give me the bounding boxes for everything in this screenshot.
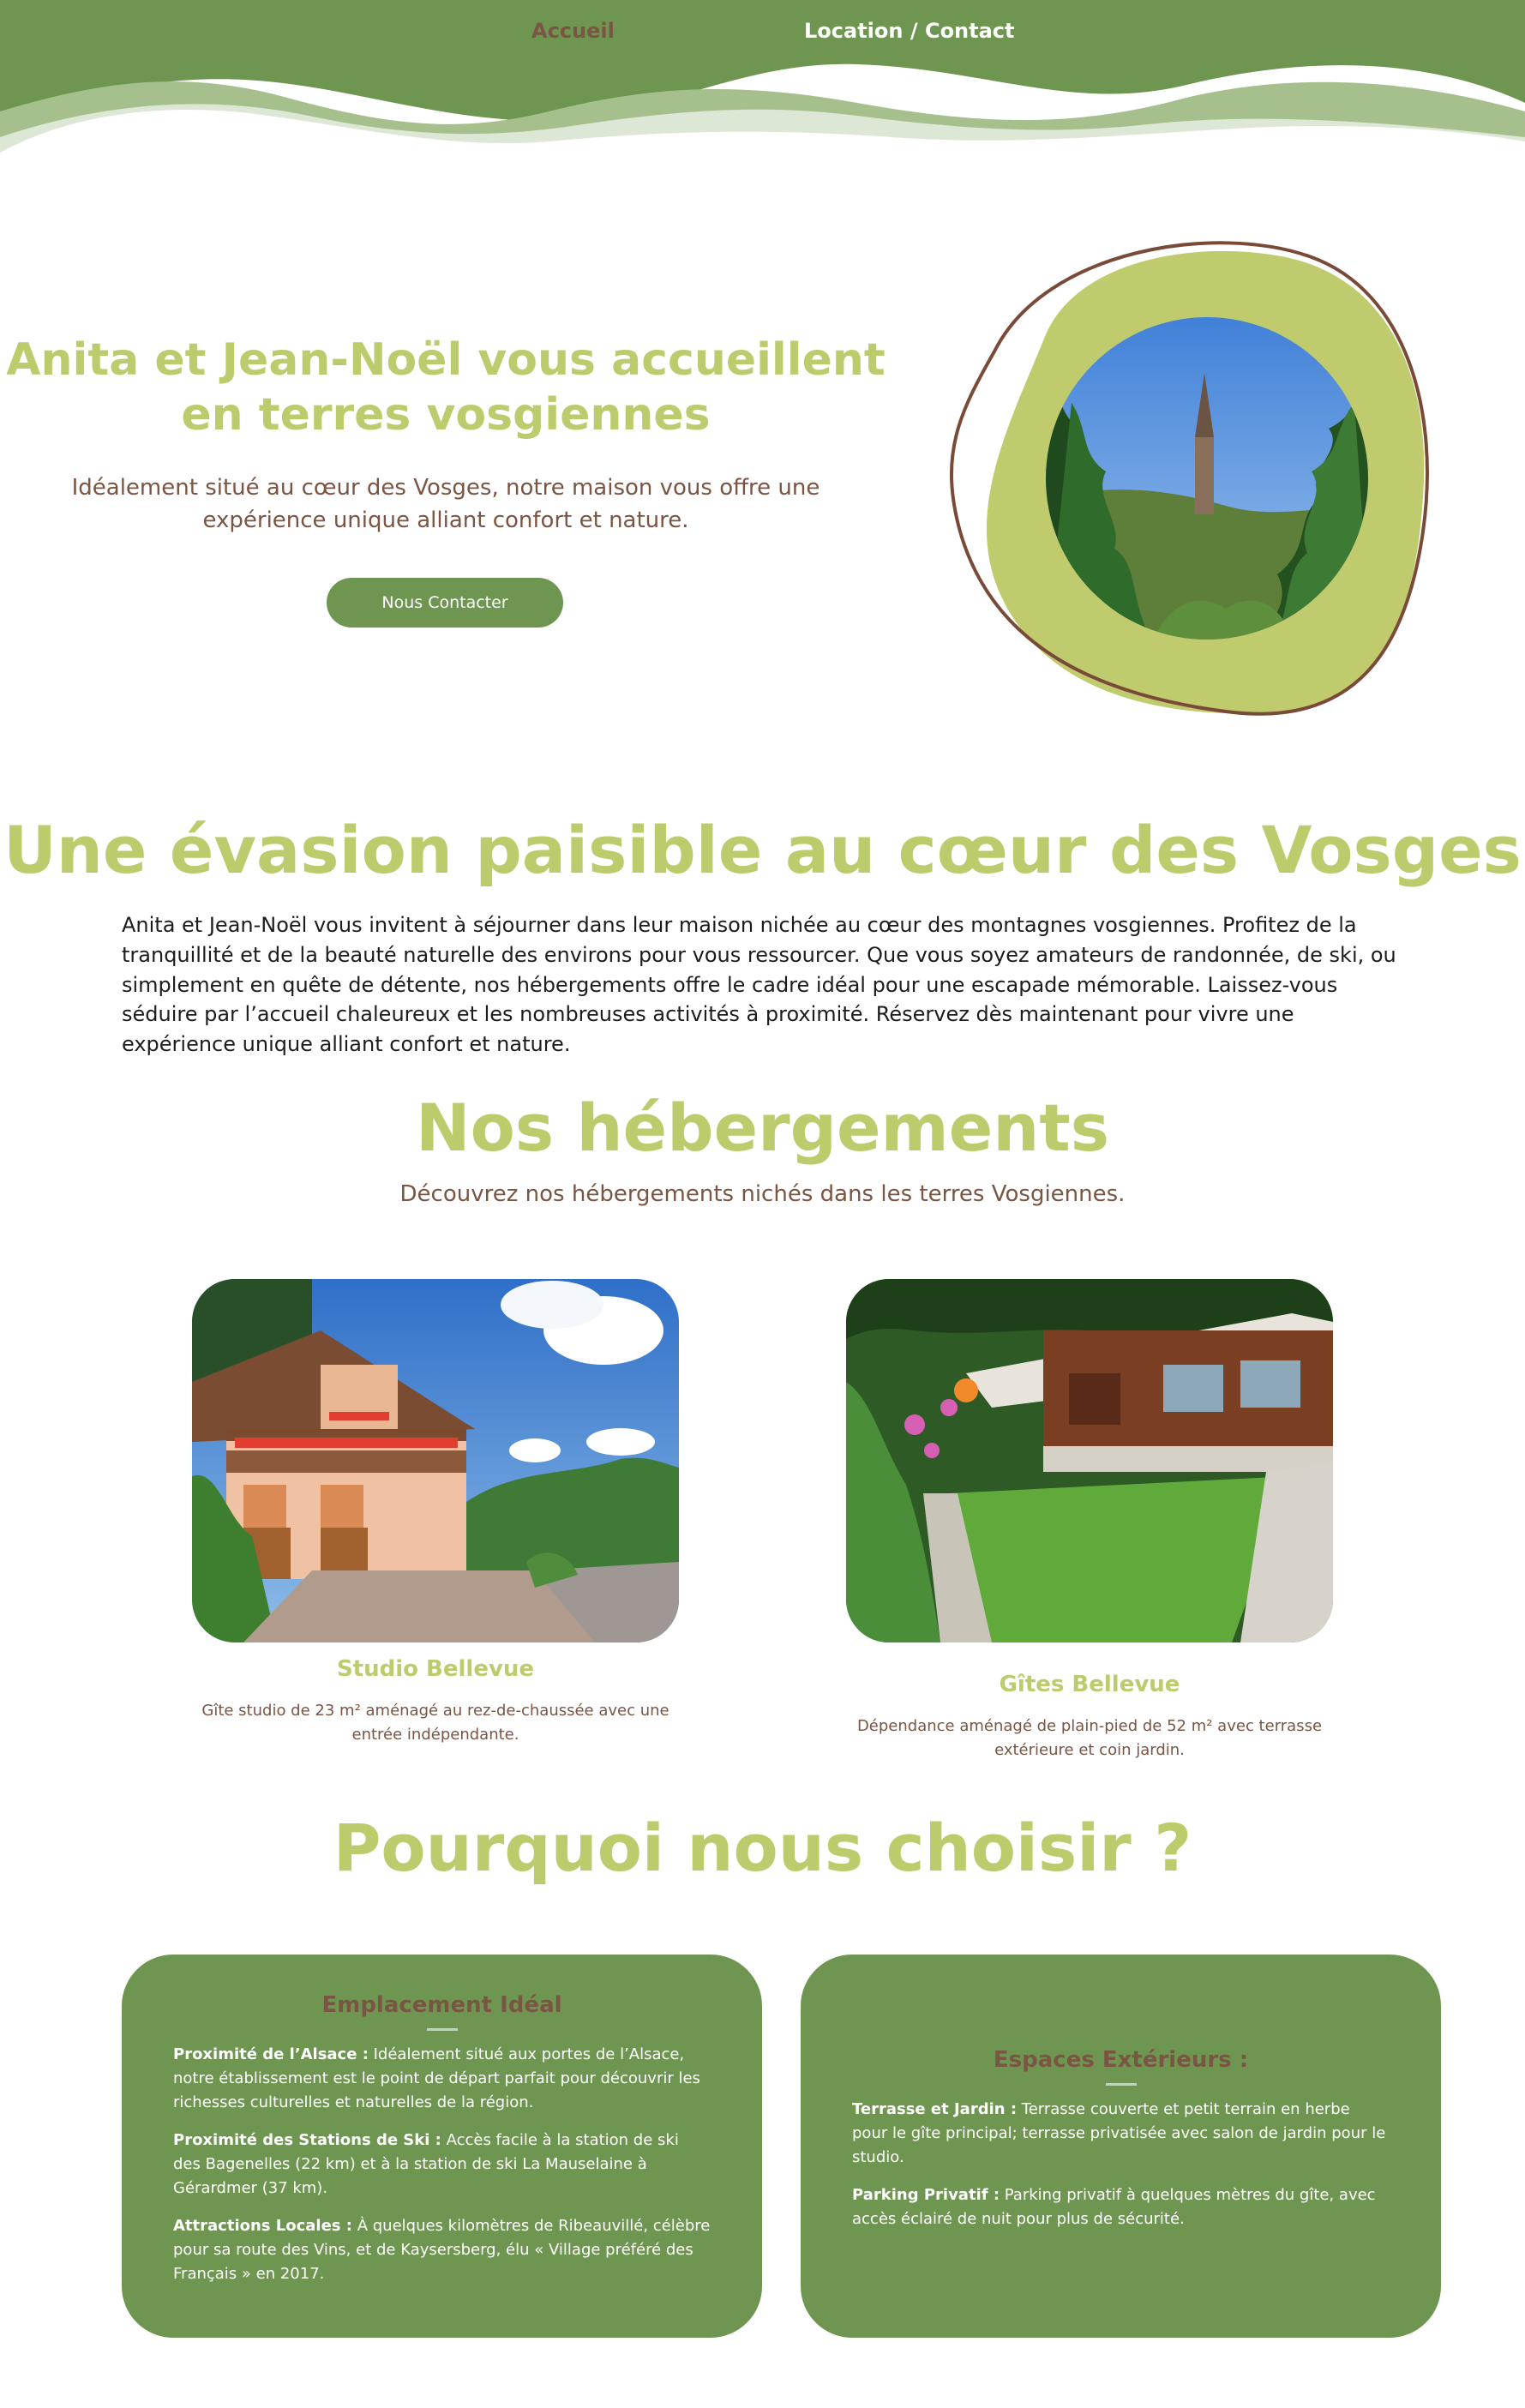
hero-title-line2: en terres vosgiennes [181, 389, 711, 441]
why-box-emplacement [122, 1955, 762, 2338]
hebergements-title: Nos hébergements [416, 1090, 1109, 1166]
hero-subtitle: Idéalement situé au cœur des Vosges, notre maison vous offre une expérience unique alliant confort et nature. [71, 475, 820, 533]
hero-title [0, 333, 892, 442]
site-header [0, 0, 1525, 154]
why-item-text: Parking privatif à quelques mètres du gîte, avec accès éclairé de nuit pour plus de sécurité. [852, 2186, 1376, 2228]
nav-link-location-contact[interactable]: Location / Contact [804, 19, 1015, 43]
evasion-text: Anita et Jean-Noël vous invitent à séjourner dans leur maison nichée au cœur des montagnes vosgiennes. Profitez de la tranquillité et de la beauté naturelle des environs pour vous ressourcer. Que vous soyez amateurs de randonnée, de ski, ou simplement en quête de détente, nos hébergements offre le cadre idéal pour une escapade mémorable. Laissez-vous séduire par l’accueil chaleureux et les nombreuses activités à proximité. Réservez dès maintenant pour vivre une expérience unique alliant confort et nature. [122, 913, 1396, 1057]
why-item-label: Proximité de l’Alsace : [173, 2045, 369, 2063]
why-item [173, 2214, 711, 2286]
why-item [173, 2129, 711, 2201]
why-box-espaces [801, 1955, 1441, 2338]
why-item-text: Idéalement situé aux portes de l’Alsace, notre établissement est le point de départ parfait pour découvrir les richesses culturelles et naturelles de la région. [173, 2045, 700, 2111]
why-item-label: Proximité des Stations de Ski : [173, 2131, 441, 2149]
heading-underline [1106, 2083, 1137, 2086]
hero-picture [943, 223, 1440, 729]
why-item [852, 2098, 1390, 2170]
why-item-label: Parking Privatif : [852, 2186, 1000, 2204]
why-item [173, 2043, 711, 2115]
why-item-label: Terrasse et Jardin : [852, 2100, 1018, 2118]
contact-button[interactable]: Nous Contacter [327, 578, 563, 628]
why-item-text: Terrasse couverte et petit terrain en herbe pour le gîte principal; terrasse privatisée avec salon de jardin pour le studio. [852, 2100, 1386, 2166]
studio-bellevue-title[interactable]: Studio Bellevue [336, 1656, 535, 1682]
gites-bellevue-photo[interactable] [846, 1279, 1333, 1642]
studio-bellevue-photo[interactable] [192, 1279, 679, 1642]
why-item-text: Accès facile à la station de ski des Bagenelles (22 km) et à la station de ski La Mauselaine à Gérardmer (37 km). [173, 2131, 679, 2197]
evasion-title: Une évasion paisible au cœur des Vosges [3, 812, 1522, 888]
why-title: Pourquoi nous choisir ? [333, 1810, 1192, 1886]
why-item-label: Attractions Locales : [173, 2217, 352, 2235]
header-wave-background [0, 0, 1525, 154]
heading-underline [427, 2028, 458, 2031]
hebergements-subtitle: Découvrez nos hébergements nichés dans les terres Vosgiennes. [399, 1181, 1126, 1207]
why-item-text: À quelques kilomètres de Ribeauvillé, célèbre pour sa route des Vins, et de Kaysersberg, élu « Village préféré des Français » en 2017. [173, 2217, 711, 2283]
studio-bellevue-description: Gîte studio de 23 m² aménagé au rez-de-chaussée avec une entrée indépendante. [201, 1702, 669, 1744]
gites-bellevue-title[interactable]: Gîtes Bellevue [999, 1672, 1180, 1697]
gites-bellevue-description: Dépendance aménagé de plain-pied de 52 m² avec terrasse extérieure et coin jardin. [856, 1717, 1323, 1759]
nav-link-accueil[interactable]: Accueil [531, 19, 615, 43]
why-item [852, 2183, 1390, 2231]
hero-title-line1: Anita et Jean-Noël vous accueillent [6, 334, 886, 386]
why-box-espaces-heading: Espaces Extérieurs : [993, 2047, 1249, 2073]
why-box-emplacement-heading: Emplacement Idéal [321, 1992, 562, 2018]
